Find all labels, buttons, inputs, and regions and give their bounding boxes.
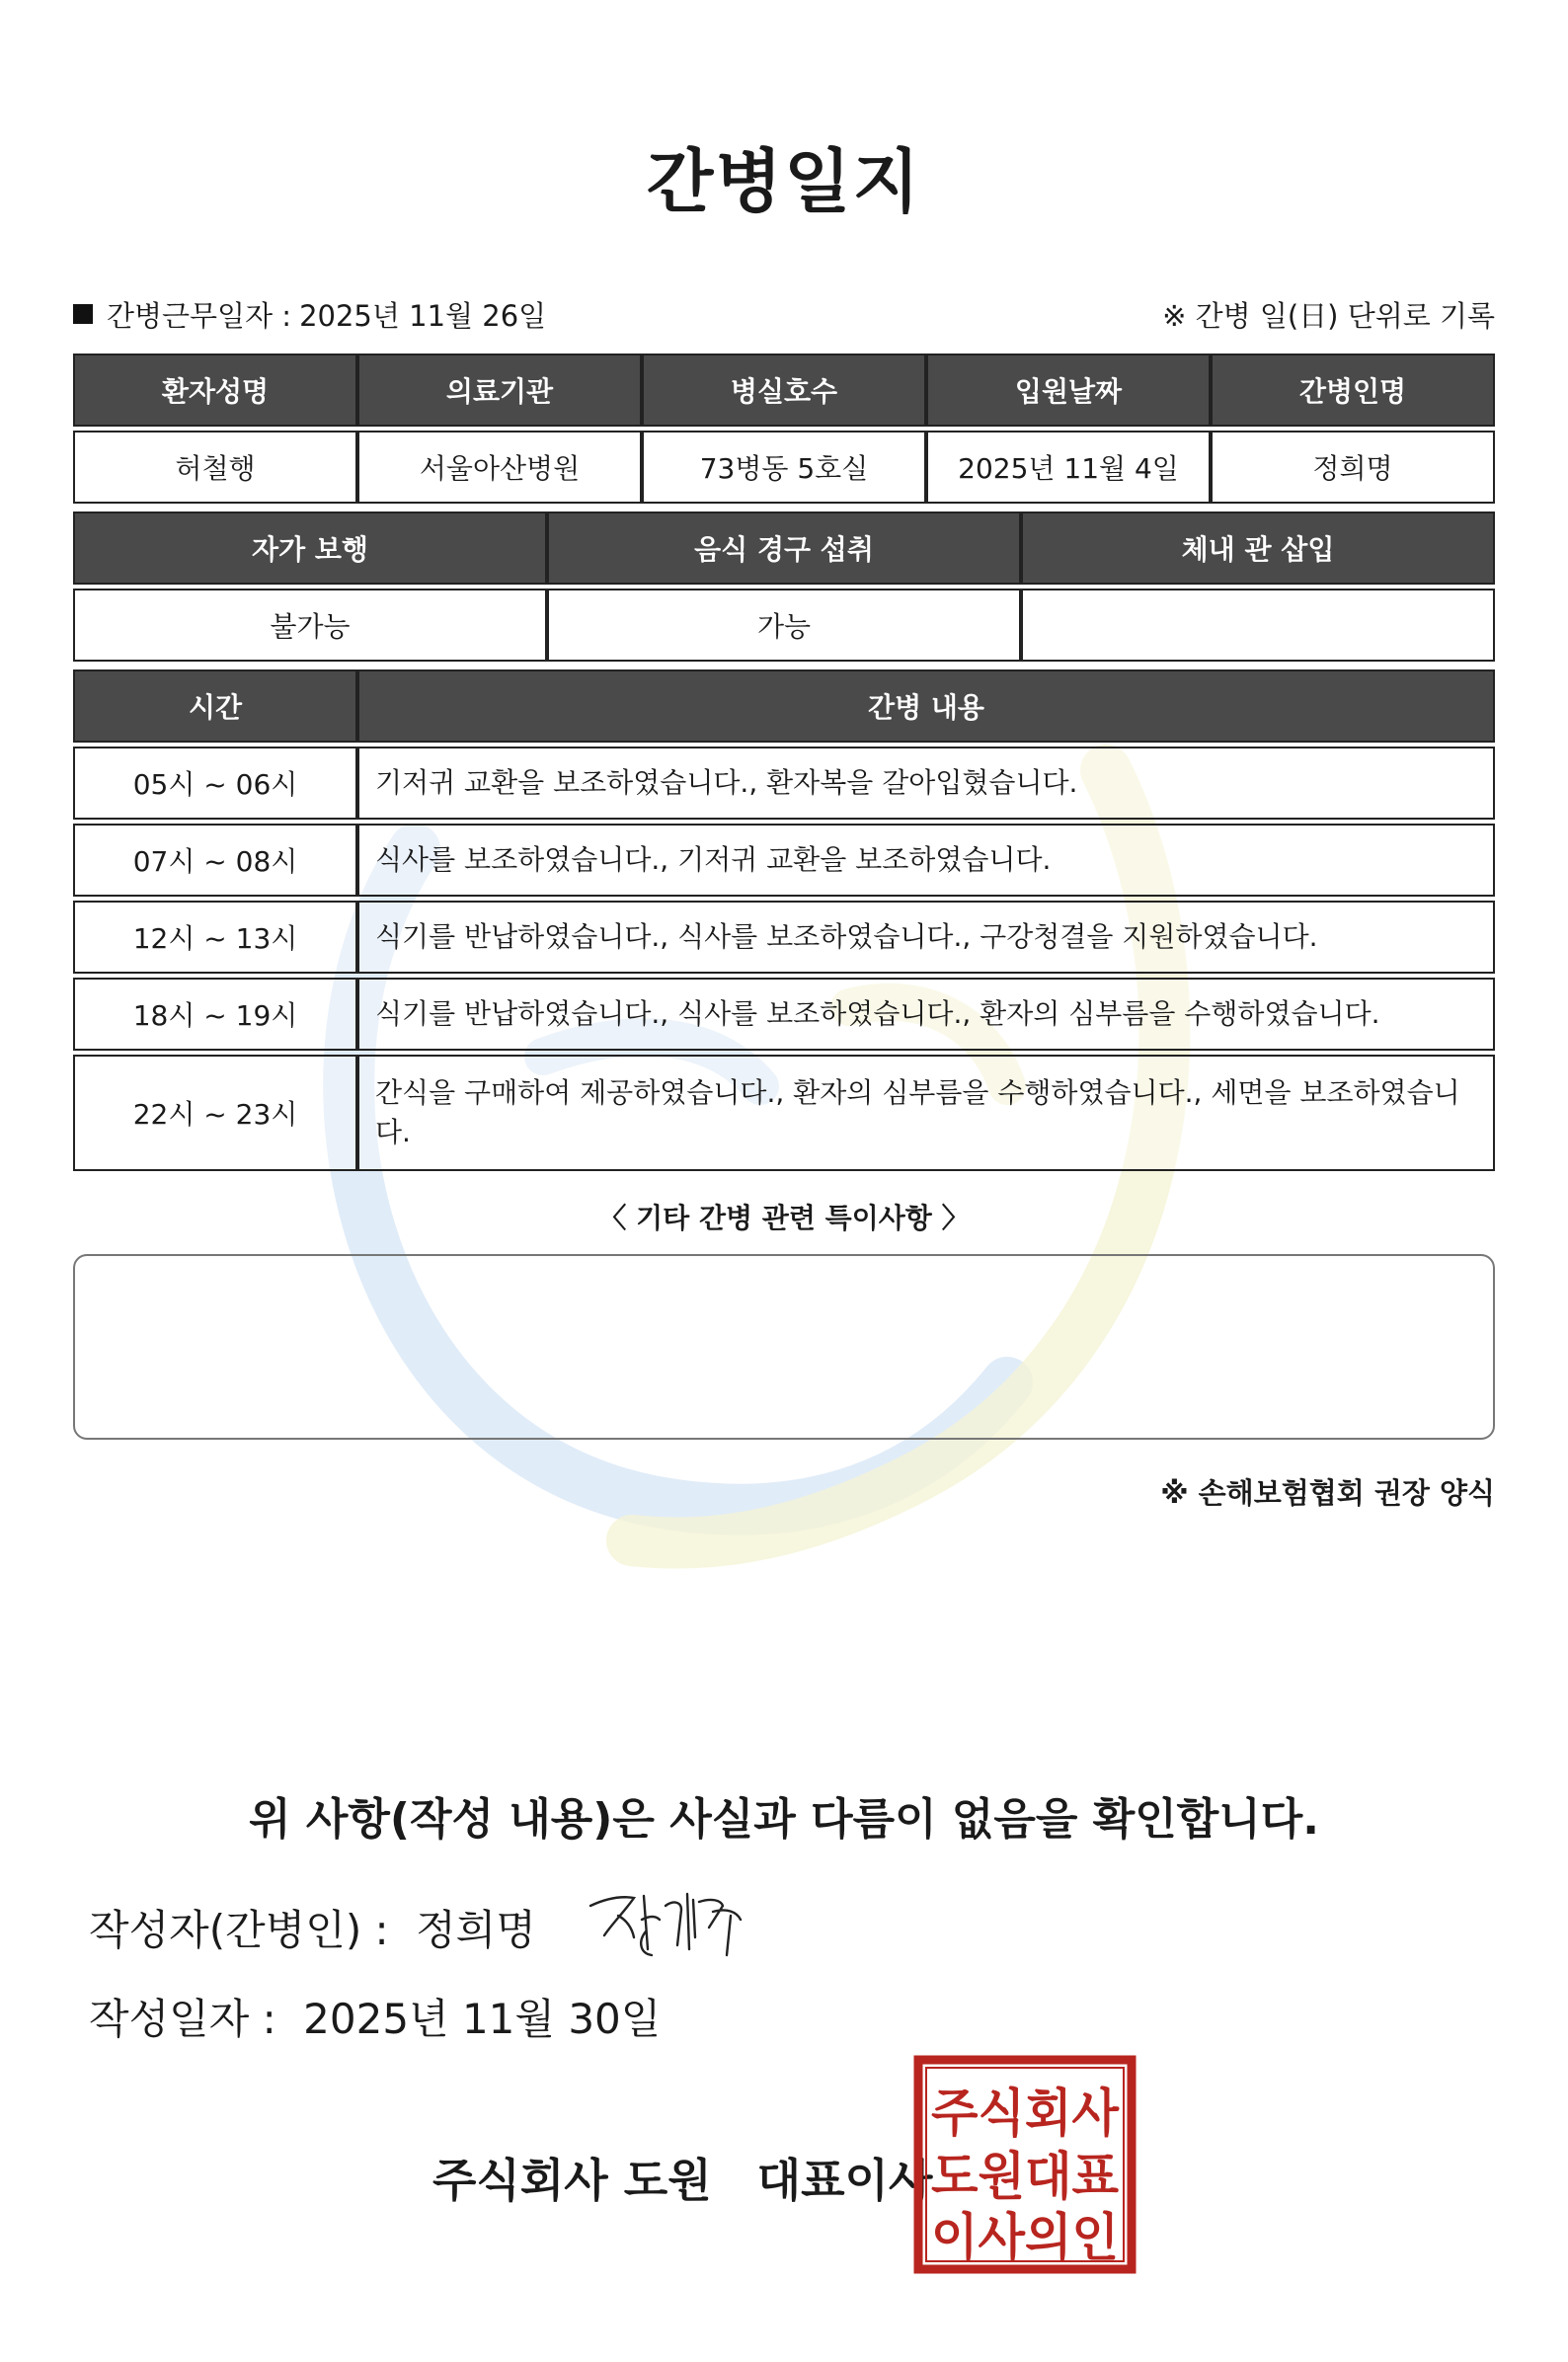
patient-info-table [73, 350, 1495, 508]
table-row [73, 978, 1495, 1051]
date-label: 작성일자 : [89, 1995, 276, 2043]
content-cell: 식기를 반납하였습니다., 식사를 보조하였습니다., 환자의 심부름을 수행하였습니다. [357, 978, 1495, 1051]
work-date-value: 2025년 11월 26일 [299, 298, 547, 333]
date-value: 2025년 11월 30일 [303, 1995, 662, 2043]
oral-intake-value: 가능 [547, 589, 1021, 662]
patient-name: 허철행 [73, 431, 357, 504]
work-date [73, 294, 546, 335]
tube-insertion-value [1021, 589, 1495, 662]
document-title: 간병일지 [646, 141, 922, 222]
time-cell: 12시 ~ 13시 [73, 901, 357, 974]
header-tube-insertion: 체내 관 삽입 [1021, 512, 1495, 585]
seal-line-2: 도원대표 [931, 2148, 1119, 2207]
time-cell: 22시 ~ 23시 [73, 1055, 357, 1171]
time-cell: 05시 ~ 06시 [73, 747, 357, 820]
company-seal [912, 2054, 1137, 2275]
seal-line-3: 이사의인 [931, 2209, 1119, 2268]
seal-line-1: 주식회사 [931, 2085, 1120, 2144]
caregiver-name: 정희명 [1211, 431, 1495, 504]
content-cell: 간식을 구매하여 제공하였습니다., 환자의 심부름을 수행하였습니다., 세면을 보조하였습니다. [357, 1055, 1495, 1171]
square-bullet-icon [73, 304, 93, 324]
header-care-content: 간병 내용 [357, 669, 1495, 743]
table-row [73, 824, 1495, 897]
table-header-row [73, 354, 1495, 427]
writer-line [89, 1898, 536, 1957]
self-walking-value: 불가능 [73, 589, 547, 662]
recommendation-note: ※ 손해보험협회 권장 양식 [1160, 1476, 1495, 1510]
work-date-label: 간병근무일자 : [107, 298, 292, 333]
content-cell: 식사를 보조하였습니다., 기저귀 교환을 보조하였습니다. [357, 824, 1495, 897]
handwritten-signature [583, 1876, 750, 1965]
table-row [73, 431, 1495, 504]
special-notes-title: 〈 기타 간병 관련 특이사항 〉 [598, 1202, 970, 1234]
table-row [73, 747, 1495, 820]
writer-name: 정희명 [416, 1906, 536, 1954]
confirmation-statement: 위 사항(작성 내용)은 사실과 다름이 없음을 확인합니다. [249, 1794, 1319, 1845]
care-log-table [73, 666, 1495, 1175]
header-oral-intake: 음식 경구 섭취 [547, 512, 1021, 585]
header-admission-date: 입원날짜 [926, 354, 1211, 427]
time-cell: 18시 ~ 19시 [73, 978, 357, 1051]
date-line [89, 1987, 661, 2046]
table-row [73, 589, 1495, 662]
header-caregiver: 간병인명 [1211, 354, 1495, 427]
time-cell: 07시 ~ 08시 [73, 824, 357, 897]
content-cell: 식기를 반납하였습니다., 식사를 보조하였습니다., 구강청결을 지원하였습니다. [357, 901, 1495, 974]
meta-row [73, 294, 1495, 334]
hospital-name: 서울아산병원 [357, 431, 642, 504]
company-name: 주식회사 도원 [432, 2154, 712, 2207]
company-signature-line [432, 2145, 932, 2210]
unit-note: ※ 간병 일(日) 단위로 기록 [1162, 298, 1495, 333]
header-hospital: 의료기관 [357, 354, 642, 427]
table-row [73, 901, 1495, 974]
content-cell: 기저귀 교환을 보조하였습니다., 환자복을 갈아입혔습니다. [357, 747, 1495, 820]
header-self-walking: 자가 보행 [73, 512, 547, 585]
ceo-title: 대표이사 [756, 2154, 933, 2207]
admission-date: 2025년 11월 4일 [926, 431, 1211, 504]
table-header-row [73, 669, 1495, 743]
writer-label: 작성자(간병인) : [89, 1906, 389, 1954]
room-number: 73병동 5호실 [642, 431, 926, 504]
header-time: 시간 [73, 669, 357, 743]
table-header-row [73, 512, 1495, 585]
header-patient-name: 환자성명 [73, 354, 357, 427]
patient-status-table [73, 508, 1495, 666]
header-room: 병실호수 [642, 354, 926, 427]
special-notes-box [73, 1254, 1495, 1440]
table-row [73, 1055, 1495, 1171]
